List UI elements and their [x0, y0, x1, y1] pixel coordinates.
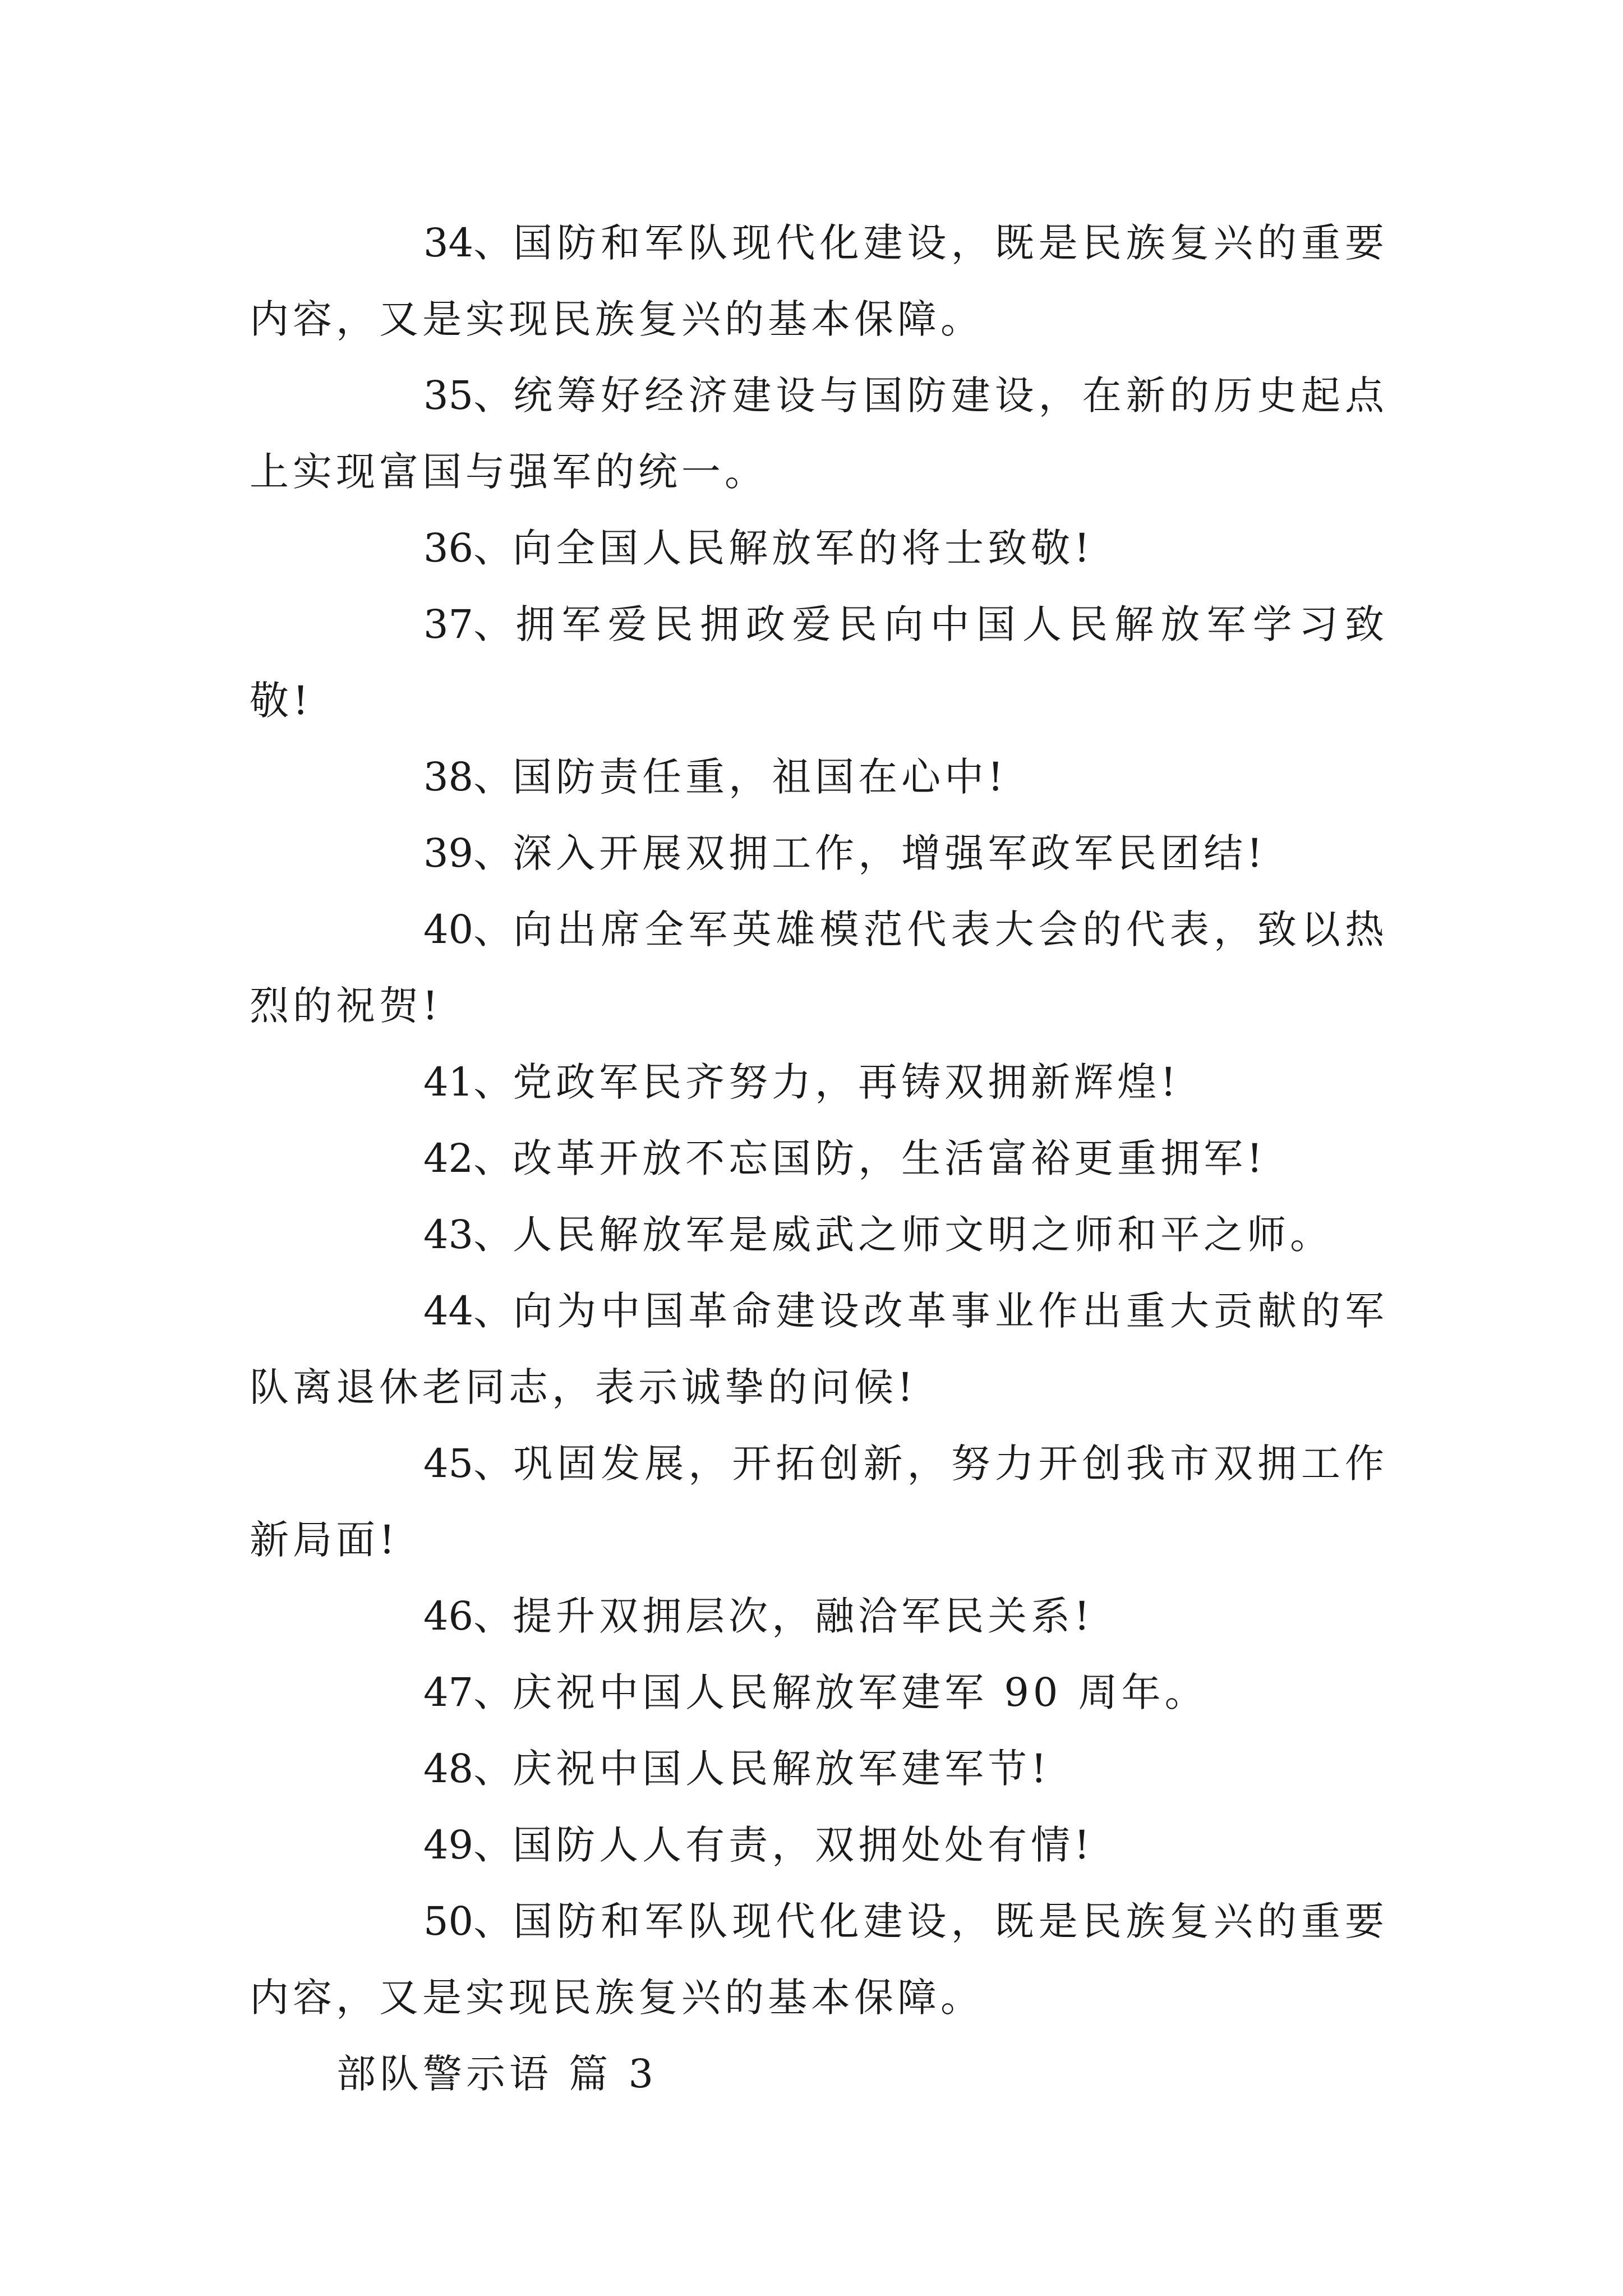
item-text: 向全国人民解放军的将士致敬!: [513, 525, 1094, 571]
item-text: 向出席全军英雄模范代表大会的代表，致以热烈的祝贺!: [250, 907, 1388, 1029]
item-text: 提升双拥层次，融洽军民关系!: [513, 1593, 1094, 1639]
list-item: [250, 1654, 1388, 1731]
item-text: 国防责任重，祖国在心中!: [513, 754, 1008, 800]
item-number: 50、: [423, 1898, 513, 1944]
item-text: 人民解放军是威武之师文明之师和平之师。: [513, 1212, 1334, 1258]
item-text: 庆祝中国人民解放军建军 90 周年。: [513, 1669, 1208, 1715]
item-number: 34、: [423, 220, 513, 266]
item-text: 国防人人有责，双拥处处有情!: [513, 1822, 1094, 1868]
item-text: 拥军爱民拥政爱民向中国人民解放军学习致敬!: [250, 601, 1388, 724]
item-number: 41、: [423, 1059, 513, 1105]
item-text: 巩固发展，开拓创新，努力开创我市双拥工作新局面!: [250, 1441, 1388, 1563]
item-text: 国防和军队现代化建设，既是民族复兴的重要内容，又是实现民族复兴的基本保障。: [250, 220, 1388, 342]
list-item: [250, 891, 1388, 1044]
item-number: 35、: [423, 372, 513, 418]
item-number: 38、: [423, 754, 513, 800]
list-item: [250, 357, 1388, 510]
item-number: 45、: [423, 1441, 513, 1487]
list-item: [250, 1120, 1388, 1197]
list-item: [250, 815, 1388, 891]
item-number: 47、: [423, 1669, 513, 1715]
section-heading: 部队警示语 篇 3: [336, 2051, 658, 2097]
item-text: 党政军民齐努力，再铸双拥新辉煌!: [513, 1059, 1181, 1105]
item-number: 48、: [423, 1746, 513, 1792]
item-number: 39、: [423, 830, 513, 876]
list-item: [250, 1273, 1388, 1425]
item-number: 44、: [423, 1288, 513, 1334]
item-text: 统筹好经济建设与国防建设，在新的历史起点上实现富国与强军的统一。: [250, 372, 1388, 495]
item-number: 46、: [423, 1593, 513, 1639]
item-number: 42、: [423, 1135, 513, 1181]
item-number: 36、: [423, 525, 513, 571]
list-item: [250, 1807, 1388, 1883]
item-text: 向为中国革命建设改革事业作出重大贡献的军队离退休老同志，表示诚挚的问候!: [250, 1288, 1388, 1410]
item-text: 国防和军队现代化建设，既是民族复兴的重要内容，又是实现民族复兴的基本保障。: [250, 1898, 1388, 2021]
list-item: [250, 739, 1388, 815]
item-text: 深入开展双拥工作，增强军政军民团结!: [513, 830, 1267, 876]
list-item: [250, 1731, 1388, 1807]
list-item: [250, 1883, 1388, 2036]
list-item: [250, 1578, 1388, 1654]
list-item: [250, 205, 1388, 357]
list-item: [250, 1044, 1388, 1120]
list-item: [250, 586, 1388, 739]
list-item: [250, 510, 1388, 586]
item-number: 49、: [423, 1822, 513, 1868]
list-item: [250, 1425, 1388, 1578]
document-body: [250, 205, 1388, 2112]
item-text: 庆祝中国人民解放军建军节!: [513, 1746, 1051, 1792]
item-number: 37、: [423, 601, 513, 647]
list-item: [250, 1197, 1388, 1273]
item-number: 43、: [423, 1212, 513, 1258]
item-number: 40、: [423, 907, 513, 953]
item-text: 改革开放不忘国防，生活富裕更重拥军!: [513, 1135, 1267, 1181]
